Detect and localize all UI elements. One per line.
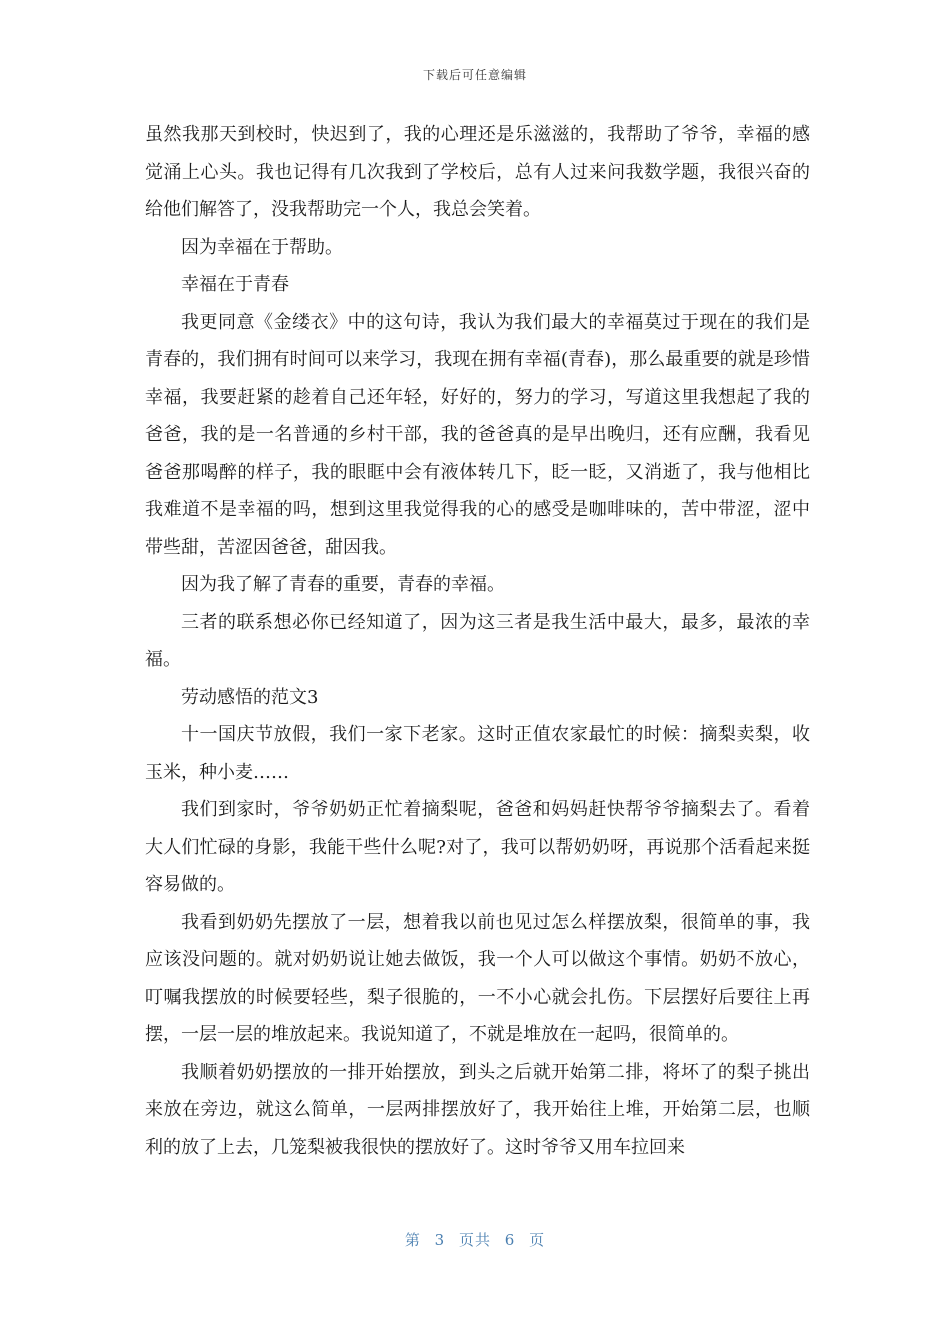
paragraph: 三者的联系想必你已经知道了，因为这三者是我生活中最大，最多，最浓的幸福。 <box>145 611 810 670</box>
page-number-footer: 第 3 页共 6 页 <box>404 1231 546 1249</box>
paragraph: 虽然我那天到校时，快迟到了，我的心理还是乐滋滋的，我帮助了爷爷，幸福的感觉涌上心头。我也记得有几次我到了学校后，总有人过来问我数学题，我很兴奋的给他们解答了，没我帮助完一个人，我总会笑着。 <box>145 124 810 220</box>
paragraph: 我更同意《金缕衣》中的这句诗，我认为我们最大的幸福莫过于现在的我们是青春的，我们拥有时间可以来学习，我现在拥有幸福(青春)，那么最重要的就是珍惜幸福，我要赶紧的趁着自己还年轻，好好的，努力的学习，写道这里我想起了我的爸爸，我的是一名普通的乡村干部，我的爸爸真的是早出晚归，还有应酬，我看见爸爸那喝醉的样子，我的眼眶中会有液体转几下，眨一眨，又消逝了，我与他相比我难道不是幸福的吗，想到这里我觉得我的心的感受是咖啡味的，苦中带涩，涩中带些甜，苦涩因爸爸，甜因我。 <box>145 311 810 558</box>
page-header-note: 下载后可任意编辑 <box>422 68 527 82</box>
paragraph: 我顺着奶奶摆放的一排开始摆放，到头之后就开始第二排，将坏了的梨子挑出来放在旁边，就这么简单，一层两排摆放好了，我开始往上堆，开始第二层，也顺利的放了上去，几笼梨被我很快的摆放好了。这时爷爷又用车拉回来 <box>145 1061 810 1158</box>
document-body <box>145 116 810 1166</box>
paragraph: 因为幸福在于帮助。 <box>181 236 343 258</box>
section-heading: 幸福在于青春 <box>181 274 289 295</box>
section-heading: 劳动感悟的范文3 <box>181 686 319 708</box>
paragraph: 十一国庆节放假，我们一家下老家。这时正值农家最忙的时候：摘梨卖梨，收玉米，种小麦…… <box>145 724 810 783</box>
paragraph: 我们到家时，爷爷奶奶正忙着摘梨呢，爸爸和妈妈赶快帮爷爷摘梨去了。看着大人们忙碌的身影，我能干些什么呢?对了，我可以帮奶奶呀，再说那个活看起来挺容易做的。 <box>145 799 810 895</box>
paragraph: 因为我了解了青春的重要，青春的幸福。 <box>181 574 505 595</box>
paragraph: 我看到奶奶先摆放了一层，想着我以前也见过怎么样摆放梨，很简单的事，我应该没问题的。就对奶奶说让她去做饭，我一个人可以做这个事情。奶奶不放心，叮嘱我摆放的时候要轻些，梨子很脆的，一不小心就会扎伤。下层摆好后要往上再摆，一层一层的堆放起来。我说知道了，不就是堆放在一起吗，很简单的。 <box>145 911 810 1045</box>
